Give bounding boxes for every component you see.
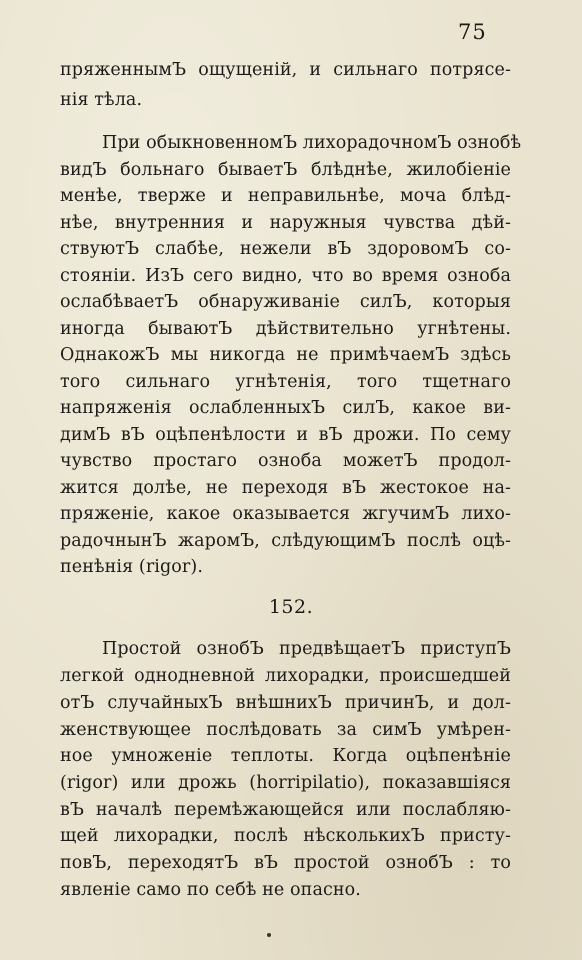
- text-line: щей лихорадки, послѣ нѣсколькихЪ присту-: [60, 826, 511, 846]
- text-line: нія тѣла.: [60, 90, 143, 110]
- text-line: вЪ началѣ перемѣжающейся или послабляю-: [60, 800, 511, 820]
- text-line: того сильнаго угнѣтенія, того тщетнаго: [60, 372, 511, 392]
- text-line: ствуютЪ слабѣе, нежели вЪ здоровомЪ со-: [60, 239, 511, 259]
- text-line: легкой однодневной лихорадки, происшедшей: [60, 666, 511, 686]
- text-line: Простой ознобЪ предвѣщаетЪ приступЪ: [102, 639, 511, 659]
- ink-speck: [267, 933, 271, 937]
- section-number: 152.: [268, 596, 314, 618]
- text-line: пенѣнія (rigor).: [60, 557, 203, 577]
- text-line: радочнынЪ жаромЪ, слѣдующимЪ послѣ оцѣ-: [60, 531, 511, 551]
- text-line: напряженія ослабленныхЪ силЪ, какое ви-: [60, 398, 511, 418]
- text-line: (rigor) или дрожь (horripilatio), показавшіяся: [60, 773, 511, 793]
- text-line: отЪ случайныхЪ внѣшнихЪ причинЪ, и дол-: [60, 693, 511, 713]
- text-line: ное умноженіе теплоты. Когда оцѣпенѣніе: [60, 746, 511, 766]
- text-line: женствующее послѣдовать за симЪ умѣрен-: [60, 720, 511, 740]
- text-line: пряженіе, какое оказывается жгучимЪ лихо-: [60, 504, 511, 524]
- text-line: нѣе, внутренния и наружныя чувства дѣй-: [60, 213, 511, 233]
- text-line: менѣе, тверже и неправильнѣе, моча блѣд-: [60, 186, 511, 206]
- text-line: ОднакожЪ мы никогда не примѣчаемЪ здѣсь: [60, 345, 511, 365]
- page-number: 75: [458, 20, 487, 44]
- text-line: При обыкновенномЪ лихорадочномЪ ознобѣ: [102, 133, 522, 153]
- text-line: пряженнымЪ ощущеній, и сильнаго потрясе-: [60, 60, 511, 80]
- text-line: стояніи. ИзЪ сего видно, что во время озноба: [60, 266, 511, 286]
- text-line: жится долѣе, не переходя вЪ жестокое на-: [60, 478, 511, 498]
- text-line: димЪ вЪ оцѣпенѣлости и вЪ дрожи. По сему: [60, 425, 511, 445]
- text-line: иногда бываютЪ дѣйствительно угнѣтены.: [60, 319, 511, 339]
- text-line: повЪ, переходятЪ вЪ простой ознобЪ : то: [60, 853, 511, 873]
- text-line: чувство простаго озноба можетЪ продол-: [60, 451, 511, 471]
- text-line: явленіе само по себѣ не опасно.: [60, 880, 361, 900]
- text-line: видЪ больнаго бываетЪ блѣднѣе, жилобіеніе: [60, 160, 511, 180]
- text-line: ослабѣваетЪ обнаруживаніе силЪ, которыя: [60, 292, 511, 312]
